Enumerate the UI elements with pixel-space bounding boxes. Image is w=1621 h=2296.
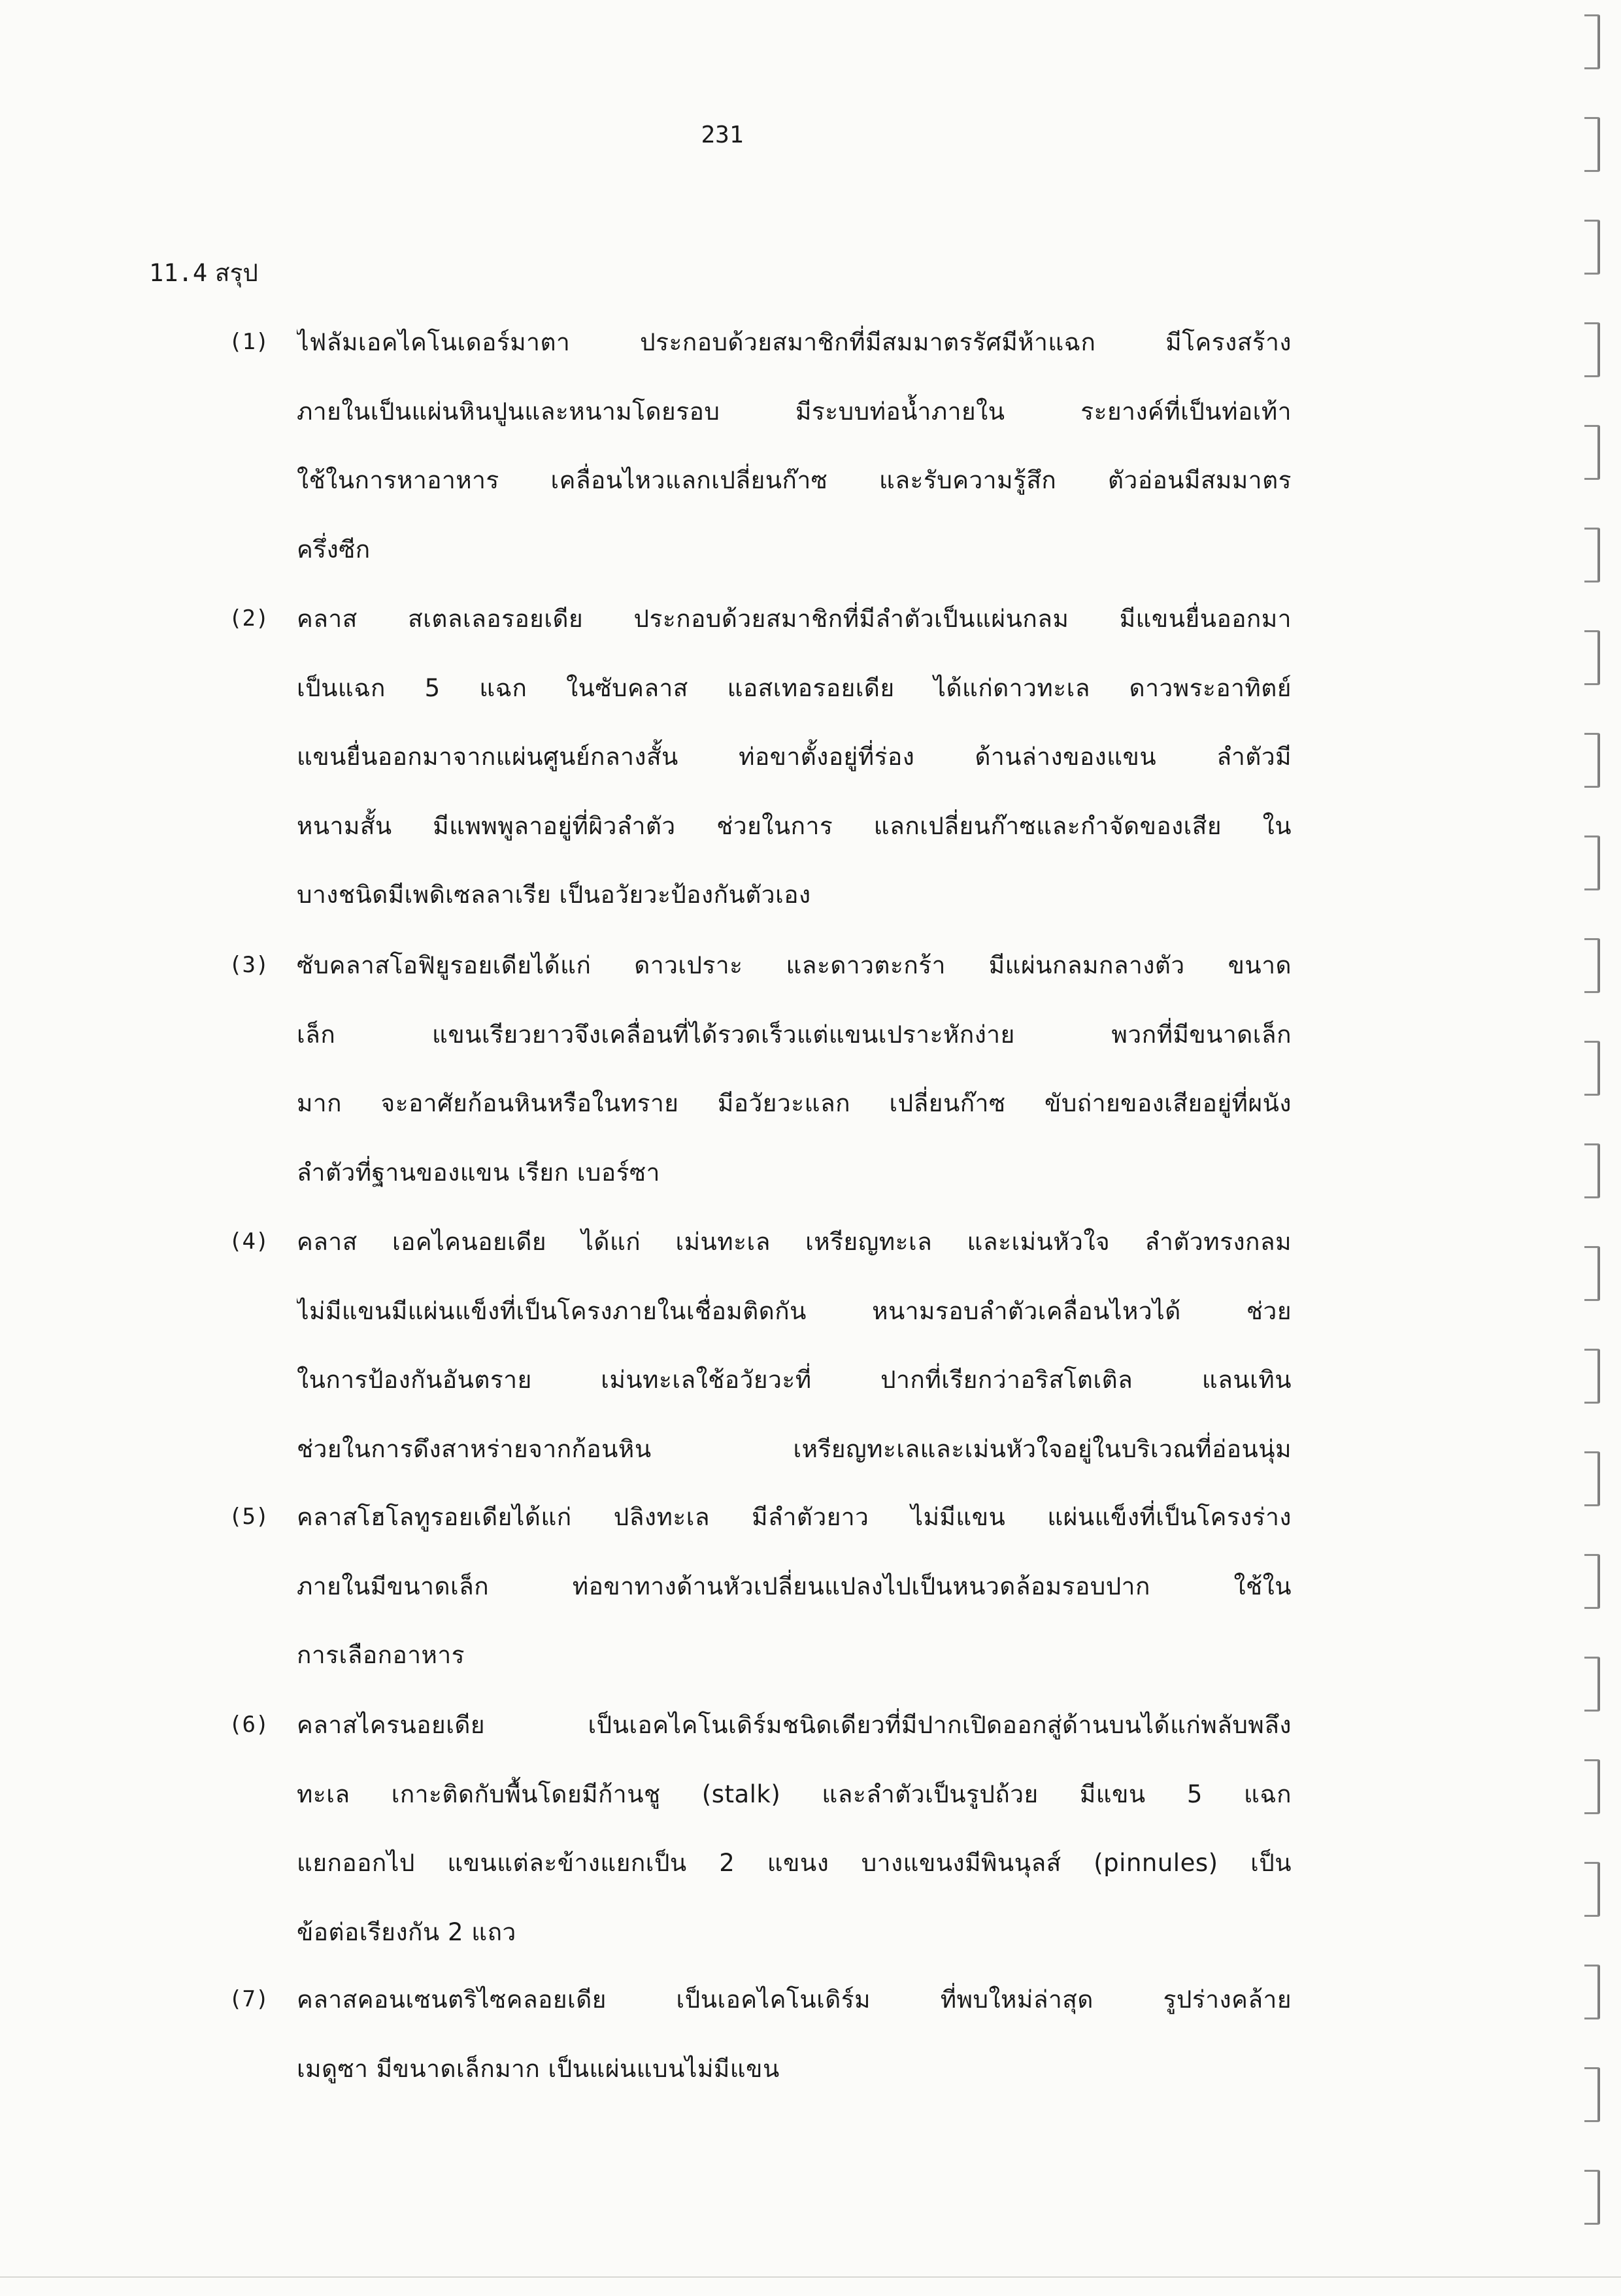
binder-hole-mark [1584, 1349, 1600, 1404]
binder-hole-mark [1584, 630, 1600, 685]
item-number: (2) [229, 605, 269, 632]
item-body [297, 584, 1292, 930]
item-line: แขนยื่นออกมาจากแผ่นศูนย์กลางสั้น ท่อขาตั้งอยู่ที่ร่อง ด้านล่างของแขน ลำตัวมี [297, 743, 1292, 771]
binder-hole-mark [1584, 938, 1600, 993]
item-line: เมดูซา มีขนาดเล็กมาก เป็นแผ่นแบนไม่มีแขน [297, 2054, 780, 2083]
binder-hole-mark [1584, 1759, 1600, 1814]
item-line: ครึ่งซีก [297, 535, 371, 564]
item-line: แยกออกไป แขนแต่ละข้างแยกเป็น 2 แขนง บางแขนงมีพินนุลส์ (pinnules) เป็น [297, 1849, 1292, 1878]
item-line: ช่วยในการดึงสาหร่ายจากก้อนหิน เหรียญทะเลและเม่นหัวใจอยู่ในบริเวณที่อ่อนนุ่ม [297, 1434, 1292, 1463]
item-number: (6) [229, 1712, 269, 1738]
item-body [297, 308, 1292, 584]
binder-hole-mark [1584, 14, 1600, 69]
binder-hole-mark [1584, 836, 1600, 890]
item-line: ลำตัวที่ฐานของแขน เรียก เบอร์ซา [297, 1158, 660, 1187]
item-line: ในการป้องกันอันตราย เม่นทะเลใช้อวัยวะที่ ปากที่เรียกว่าอริสโตเติล แลนเทิน [297, 1366, 1292, 1394]
section-title: สรุป [214, 259, 258, 287]
binder-hole-mark [1584, 1965, 1600, 2019]
item-line: ข้อต่อเรียงกัน 2 แถว [297, 1917, 516, 1946]
page-number: 231 [701, 122, 744, 148]
item-line: คลาส เอคไคนอยเดีย ได้แก่ เม่นทะเล เหรียญทะเล และเม่นหัวใจ ลำตัวทรงกลม [297, 1228, 1292, 1256]
binder-hole-mark [1584, 1143, 1600, 1198]
section-number: 11.4 [149, 259, 208, 287]
item-line: ทะเล เกาะติดกับพื้นโดยมีก้านชู (stalk) และลำตัวเป็นรูปถ้วย มีแขน 5 แฉก [297, 1780, 1292, 1808]
item-line: ใช้ในการหาอาหาร เคลื่อนไหวแลกเปลี่ยนก๊าซ และรับความรู้สึก ตัวอ่อนมีสมมาตร [297, 466, 1292, 495]
binder-hole-mark [1584, 117, 1600, 172]
item-line: ไฟลัมเอคไคโนเดอร์มาตา ประกอบด้วยสมาชิกที่มีสมมาตรรัศมีห้าแฉก มีโครงสร้าง [297, 328, 1292, 356]
item-number: (5) [229, 1504, 269, 1530]
binder-hole-mark [1584, 2170, 1600, 2225]
item-line: ไม่มีแขนมีแผ่นแข็งที่เป็นโครงภายในเชื่อมติดกัน หนามรอบลำตัวเคลื่อนไหวได้ ช่วย [297, 1296, 1292, 1325]
section-heading [149, 256, 258, 290]
item-line: เล็ก แขนเรียวยาวจึงเคลื่อนที่ได้รวดเร็วแต่แขนเปราะหักง่าย พวกที่มีขนาดเล็ก [297, 1020, 1292, 1049]
binder-hole-mark [1584, 1041, 1600, 1096]
item-line: ภายในมีขนาดเล็ก ท่อขาทางด้านหัวเปลี่ยนแปลงไปเป็นหนวดล้อมรอบปาก ใช้ใน [297, 1572, 1292, 1600]
item-line: ซับคลาสโอฟิยูรอยเดียได้แก่ ดาวเปราะ และดาวตะกร้า มีแผ่นกลมกลางตัว ขนาด [297, 951, 1292, 979]
binder-hole-mark [1584, 322, 1600, 377]
item-body [297, 1483, 1292, 1690]
binder-hole-mark [1584, 733, 1600, 788]
binder-hole-mark [1584, 1862, 1600, 1917]
item-number: (1) [229, 329, 269, 355]
item-line: การเลือกอาหาร [297, 1641, 465, 1670]
binder-hole-mark [1584, 528, 1600, 582]
item-body [297, 931, 1292, 1207]
item-line: คลาส สเตลเลอรอยเดีย ประกอบด้วยสมาชิกที่มีลำตัวเป็นแผ่นกลม มีแขนยื่นออกมา [297, 605, 1292, 633]
item-number: (4) [229, 1228, 269, 1255]
item-number: (7) [229, 1986, 269, 2012]
page-edge-line [0, 2276, 1621, 2278]
item-body [297, 1691, 1292, 1967]
binder-hole-mark [1584, 1657, 1600, 1712]
item-number: (3) [229, 952, 269, 978]
binder-hole-mark [1584, 220, 1600, 275]
binder-hole-mark [1584, 1554, 1600, 1609]
item-line: เป็นแฉก 5 แฉก ในซับคลาส แอสเทอรอยเดีย ได้แก่ดาวทะเล ดาวพระอาทิตย์ [297, 673, 1292, 702]
item-body [297, 1965, 1292, 2103]
binder-hole-mark [1584, 2067, 1600, 2122]
item-line: หนามสั้น มีแพพพูลาอยู่ที่ผิวลำตัว ช่วยในการ แลกเปลี่ยนก๊าซและกำจัดของเสีย ใน [297, 811, 1292, 840]
item-line: บางชนิดมีเพดิเซลลาเรีย เป็นอวัยวะป้องกันตัวเอง [297, 881, 811, 909]
item-line: คลาสคอนเซนตริไซคลอยเดีย เป็นเอคไคโนเดิร์ม ที่พบใหม่ล่าสุด รูปร่างคล้าย [297, 1985, 1292, 2014]
binder-hole-mark [1584, 1451, 1600, 1506]
binder-hole-mark [1584, 425, 1600, 480]
binder-hole-mark [1584, 1246, 1600, 1301]
item-line: มาก จะอาศัยก้อนหินหรือในทราย มีอวัยวะแลก เปลี่ยนก๊าซ ขับถ่ายของเสียอยู่ที่ผนัง [297, 1089, 1292, 1118]
item-line: คลาสโฮโลทูรอยเดียได้แก่ ปลิงทะเล มีลำตัวยาว ไม่มีแขน แผ่นแข็งที่เป็นโครงร่าง [297, 1503, 1292, 1531]
item-body [297, 1207, 1292, 1483]
item-line: ภายในเป็นแผ่นหินปูนและหนามโดยรอบ มีระบบท่อน้ำภายใน ระยางค์ที่เป็นท่อเท้า [297, 397, 1292, 426]
item-line: คลาสไครนอยเดีย เป็นเอคไคโนเดิร์มชนิดเดียวที่มีปากเปิดออกสู่ด้านบนได้แก่พลับพลึง [297, 1711, 1292, 1739]
